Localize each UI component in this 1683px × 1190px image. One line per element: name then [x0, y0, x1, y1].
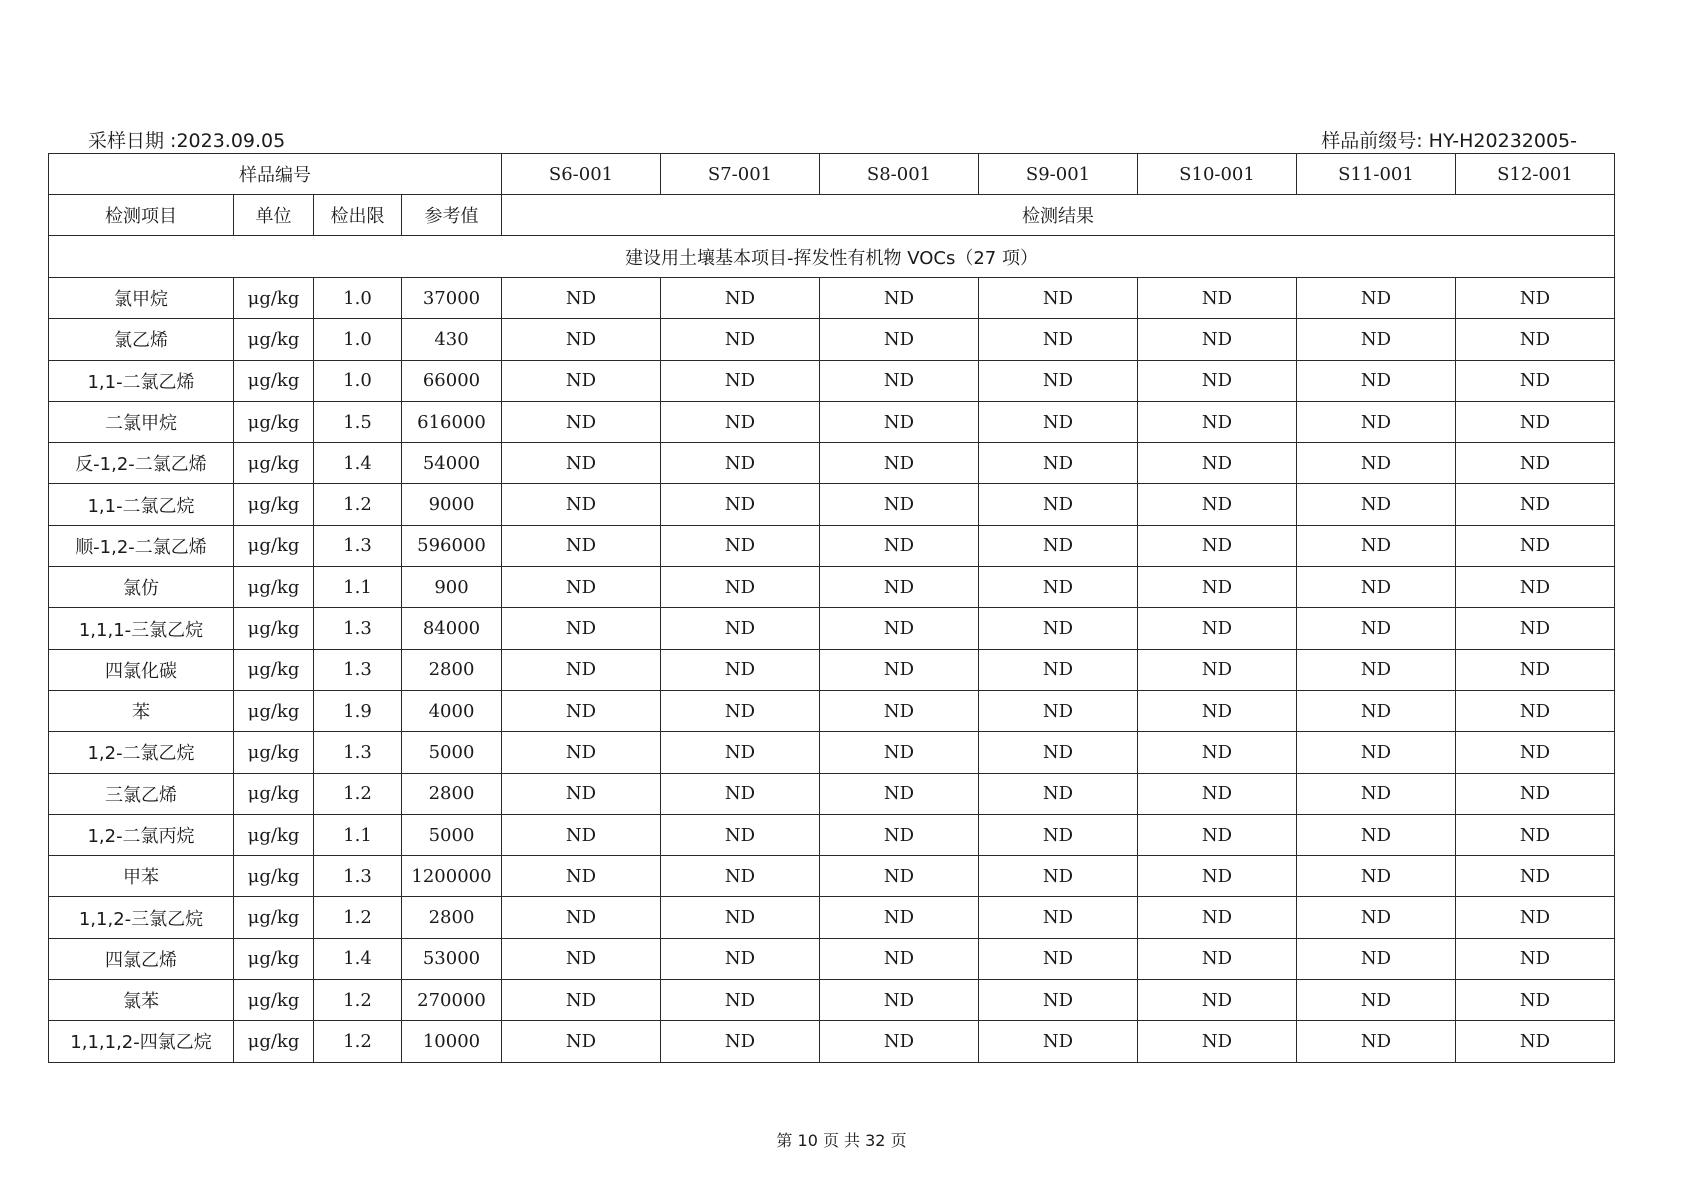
result-cell: ND [502, 856, 661, 897]
result-cell: ND [1456, 938, 1615, 979]
result-cell: ND [1297, 525, 1456, 566]
result-cell: ND [661, 856, 820, 897]
ref-cell: 2800 [402, 649, 502, 690]
result-cell: ND [820, 360, 979, 401]
result-cell: ND [502, 814, 661, 855]
result-cell: ND [820, 443, 979, 484]
table-row [49, 1021, 1615, 1062]
table-row [49, 567, 1615, 608]
result-cell: ND [1297, 732, 1456, 773]
result-cell: ND [661, 1021, 820, 1062]
result-cell: ND [820, 732, 979, 773]
results-table [48, 153, 1615, 1063]
result-cell: ND [820, 1021, 979, 1062]
unit-cell: μg/kg [234, 814, 314, 855]
item-cell: 1,1,1-三氯乙烷 [49, 608, 234, 649]
ref-cell: 270000 [402, 980, 502, 1021]
ref-cell: 4000 [402, 690, 502, 731]
result-cell: ND [1456, 980, 1615, 1021]
limit-cell: 1.2 [314, 980, 402, 1021]
ref-cell: 66000 [402, 360, 502, 401]
result-cell: ND [1138, 401, 1297, 442]
result-cell: ND [1138, 567, 1297, 608]
item-cell: 四氯化碳 [49, 649, 234, 690]
item-cell: 四氯乙烯 [49, 938, 234, 979]
ref-cell: 430 [402, 319, 502, 360]
result-cell: ND [502, 938, 661, 979]
result-cell: ND [1297, 649, 1456, 690]
item-cell: 甲苯 [49, 856, 234, 897]
result-cell: ND [1456, 401, 1615, 442]
col-item-header: 检测项目 [49, 195, 234, 236]
result-cell: ND [820, 690, 979, 731]
result-cell: ND [661, 938, 820, 979]
unit-cell: μg/kg [234, 980, 314, 1021]
sample-id: S6-001 [502, 154, 661, 195]
result-cell: ND [502, 608, 661, 649]
limit-cell: 1.3 [314, 732, 402, 773]
unit-cell: μg/kg [234, 856, 314, 897]
result-cell: ND [1297, 773, 1456, 814]
result-cell: ND [1138, 319, 1297, 360]
result-cell: ND [661, 525, 820, 566]
table-row [49, 690, 1615, 731]
ref-cell: 37000 [402, 278, 502, 319]
result-cell: ND [1297, 319, 1456, 360]
result-cell: ND [502, 1021, 661, 1062]
result-cell: ND [820, 525, 979, 566]
limit-cell: 1.0 [314, 278, 402, 319]
result-cell: ND [1138, 814, 1297, 855]
result-cell: ND [979, 814, 1138, 855]
section-row [49, 236, 1615, 278]
result-cell: ND [820, 319, 979, 360]
result-cell: ND [1456, 278, 1615, 319]
unit-cell: μg/kg [234, 649, 314, 690]
result-cell: ND [502, 773, 661, 814]
limit-cell: 1.3 [314, 525, 402, 566]
result-cell: ND [1138, 1021, 1297, 1062]
result-cell: ND [1456, 1021, 1615, 1062]
result-cell: ND [979, 649, 1138, 690]
result-cell: ND [1138, 608, 1297, 649]
col-ref-header: 参考值 [402, 195, 502, 236]
item-cell: 氯仿 [49, 567, 234, 608]
result-cell: ND [820, 567, 979, 608]
item-cell: 反-1,2-二氯乙烯 [49, 443, 234, 484]
ref-cell: 9000 [402, 484, 502, 525]
ref-cell: 2800 [402, 897, 502, 938]
ref-cell: 900 [402, 567, 502, 608]
item-cell: 三氯乙烯 [49, 773, 234, 814]
result-cell: ND [1138, 278, 1297, 319]
limit-cell: 1.1 [314, 567, 402, 608]
result-cell: ND [820, 814, 979, 855]
limit-cell: 1.9 [314, 690, 402, 731]
result-cell: ND [1138, 897, 1297, 938]
unit-cell: μg/kg [234, 278, 314, 319]
sample-prefix: 样品前缀号: HY-H20232005- [1321, 130, 1577, 152]
item-cell: 1,1-二氯乙烯 [49, 360, 234, 401]
result-cell: ND [1456, 814, 1615, 855]
unit-cell: μg/kg [234, 319, 314, 360]
unit-cell: μg/kg [234, 401, 314, 442]
ref-cell: 5000 [402, 732, 502, 773]
result-cell: ND [979, 773, 1138, 814]
ref-cell: 1200000 [402, 856, 502, 897]
table-row [49, 608, 1615, 649]
ref-cell: 10000 [402, 1021, 502, 1062]
result-cell: ND [820, 980, 979, 1021]
unit-cell: μg/kg [234, 567, 314, 608]
limit-cell: 1.5 [314, 401, 402, 442]
col-limit-header: 检出限 [314, 195, 402, 236]
result-cell: ND [979, 401, 1138, 442]
result-cell: ND [661, 773, 820, 814]
result-cell: ND [979, 856, 1138, 897]
result-cell: ND [820, 401, 979, 442]
item-cell: 氯苯 [49, 980, 234, 1021]
result-cell: ND [820, 938, 979, 979]
item-cell: 顺-1,2-二氯乙烯 [49, 525, 234, 566]
sample-id: S10-001 [1138, 154, 1297, 195]
limit-cell: 1.1 [314, 814, 402, 855]
result-cell: ND [661, 360, 820, 401]
result-cell: ND [820, 773, 979, 814]
result-cell: ND [1456, 649, 1615, 690]
item-cell: 二氯甲烷 [49, 401, 234, 442]
result-cell: ND [820, 278, 979, 319]
result-cell: ND [1297, 1021, 1456, 1062]
sample-id: S12-001 [1456, 154, 1615, 195]
result-cell: ND [502, 525, 661, 566]
table-row [49, 360, 1615, 401]
unit-cell: μg/kg [234, 690, 314, 731]
table-row [49, 814, 1615, 855]
result-cell: ND [661, 567, 820, 608]
result-cell: ND [979, 484, 1138, 525]
result-cell: ND [1297, 980, 1456, 1021]
result-cell: ND [661, 484, 820, 525]
limit-cell: 1.2 [314, 773, 402, 814]
result-cell: ND [502, 319, 661, 360]
result-cell: ND [502, 484, 661, 525]
result-cell: ND [661, 278, 820, 319]
sample-id-row [49, 154, 1615, 195]
result-cell: ND [502, 567, 661, 608]
result-cell: ND [1297, 567, 1456, 608]
table-row [49, 938, 1615, 979]
result-cell: ND [1138, 690, 1297, 731]
unit-cell: μg/kg [234, 608, 314, 649]
unit-cell: μg/kg [234, 773, 314, 814]
limit-cell: 1.4 [314, 938, 402, 979]
result-cell: ND [502, 649, 661, 690]
table-row [49, 484, 1615, 525]
result-cell: ND [979, 278, 1138, 319]
result-cell: ND [979, 319, 1138, 360]
result-cell: ND [1297, 608, 1456, 649]
result-cell: ND [1297, 401, 1456, 442]
item-cell: 氯甲烷 [49, 278, 234, 319]
table-row [49, 980, 1615, 1021]
unit-cell: μg/kg [234, 732, 314, 773]
page-footer: 第 10 页 共 32 页 [776, 1131, 907, 1150]
limit-cell: 1.2 [314, 1021, 402, 1062]
result-cell: ND [1456, 567, 1615, 608]
limit-cell: 1.2 [314, 484, 402, 525]
result-cell: ND [661, 443, 820, 484]
result-cell: ND [502, 278, 661, 319]
result-cell: ND [1456, 897, 1615, 938]
limit-cell: 1.4 [314, 443, 402, 484]
result-cell: ND [979, 443, 1138, 484]
ref-cell: 616000 [402, 401, 502, 442]
result-cell: ND [820, 484, 979, 525]
result-cell: ND [1138, 773, 1297, 814]
unit-cell: μg/kg [234, 897, 314, 938]
result-cell: ND [979, 360, 1138, 401]
result-cell: ND [1456, 484, 1615, 525]
unit-cell: μg/kg [234, 525, 314, 566]
result-cell: ND [1138, 649, 1297, 690]
result-cell: ND [502, 732, 661, 773]
table-row [49, 732, 1615, 773]
result-cell: ND [661, 649, 820, 690]
result-cell: ND [661, 401, 820, 442]
result-cell: ND [979, 690, 1138, 731]
result-cell: ND [1297, 690, 1456, 731]
sample-id: S7-001 [661, 154, 820, 195]
item-cell: 1,1-二氯乙烷 [49, 484, 234, 525]
limit-cell: 1.3 [314, 856, 402, 897]
result-cell: ND [502, 443, 661, 484]
result-cell: ND [820, 608, 979, 649]
result-cell: ND [1297, 938, 1456, 979]
result-cell: ND [1138, 938, 1297, 979]
ref-cell: 53000 [402, 938, 502, 979]
item-cell: 1,1,2-三氯乙烷 [49, 897, 234, 938]
result-cell: ND [1297, 484, 1456, 525]
result-cell: ND [661, 608, 820, 649]
result-cell: ND [1456, 360, 1615, 401]
result-cell: ND [1138, 525, 1297, 566]
sampling-date: 采样日期 :2023.09.05 [88, 130, 286, 152]
limit-cell: 1.0 [314, 360, 402, 401]
result-cell: ND [661, 980, 820, 1021]
result-cell: ND [661, 897, 820, 938]
result-cell: ND [979, 980, 1138, 1021]
result-cell: ND [979, 525, 1138, 566]
unit-cell: μg/kg [234, 1021, 314, 1062]
result-cell: ND [1297, 897, 1456, 938]
sample-id: S8-001 [820, 154, 979, 195]
result-cell: ND [1138, 484, 1297, 525]
column-header-row [49, 195, 1615, 236]
section-title: 建设用土壤基本项目-挥发性有机物 VOCs（27 项） [49, 236, 1615, 278]
item-cell: 1,2-二氯丙烷 [49, 814, 234, 855]
result-cell: ND [1456, 443, 1615, 484]
result-cell: ND [1138, 443, 1297, 484]
table-row [49, 443, 1615, 484]
item-cell: 1,1,1,2-四氯乙烷 [49, 1021, 234, 1062]
result-cell: ND [1138, 980, 1297, 1021]
item-cell: 苯 [49, 690, 234, 731]
result-cell: ND [1138, 360, 1297, 401]
table-row [49, 319, 1615, 360]
result-cell: ND [979, 1021, 1138, 1062]
result-cell: ND [979, 732, 1138, 773]
col-result-header: 检测结果 [502, 195, 1615, 236]
item-cell: 氯乙烯 [49, 319, 234, 360]
result-cell: ND [1456, 690, 1615, 731]
result-cell: ND [1297, 278, 1456, 319]
result-cell: ND [979, 897, 1138, 938]
result-cell: ND [979, 938, 1138, 979]
table-row [49, 856, 1615, 897]
item-cell: 1,2-二氯乙烷 [49, 732, 234, 773]
result-cell: ND [661, 690, 820, 731]
table-row [49, 773, 1615, 814]
result-cell: ND [979, 567, 1138, 608]
result-cell: ND [1456, 608, 1615, 649]
result-cell: ND [661, 319, 820, 360]
ref-cell: 2800 [402, 773, 502, 814]
table-row [49, 525, 1615, 566]
result-cell: ND [820, 649, 979, 690]
result-cell: ND [1297, 856, 1456, 897]
result-cell: ND [820, 856, 979, 897]
result-cell: ND [1297, 814, 1456, 855]
ref-cell: 596000 [402, 525, 502, 566]
result-cell: ND [502, 360, 661, 401]
result-cell: ND [1456, 319, 1615, 360]
result-cell: ND [1138, 856, 1297, 897]
sample-id: S11-001 [1297, 154, 1456, 195]
result-cell: ND [1297, 360, 1456, 401]
result-cell: ND [502, 980, 661, 1021]
table-row [49, 401, 1615, 442]
ref-cell: 5000 [402, 814, 502, 855]
ref-cell: 84000 [402, 608, 502, 649]
unit-cell: μg/kg [234, 938, 314, 979]
result-cell: ND [661, 814, 820, 855]
table-row [49, 897, 1615, 938]
result-cell: ND [820, 897, 979, 938]
sample-id: S9-001 [979, 154, 1138, 195]
limit-cell: 1.0 [314, 319, 402, 360]
result-cell: ND [1297, 443, 1456, 484]
result-cell: ND [1456, 732, 1615, 773]
limit-cell: 1.3 [314, 608, 402, 649]
result-cell: ND [1138, 732, 1297, 773]
sample-id-label: 样品编号 [49, 154, 502, 195]
col-unit-header: 单位 [234, 195, 314, 236]
unit-cell: μg/kg [234, 484, 314, 525]
result-cell: ND [1456, 856, 1615, 897]
result-cell: ND [1456, 525, 1615, 566]
result-cell: ND [502, 401, 661, 442]
result-cell: ND [661, 732, 820, 773]
result-cell: ND [502, 897, 661, 938]
table-row [49, 278, 1615, 319]
result-cell: ND [979, 608, 1138, 649]
result-cell: ND [1456, 773, 1615, 814]
ref-cell: 54000 [402, 443, 502, 484]
unit-cell: μg/kg [234, 360, 314, 401]
limit-cell: 1.2 [314, 897, 402, 938]
unit-cell: μg/kg [234, 443, 314, 484]
result-cell: ND [502, 690, 661, 731]
table-row [49, 649, 1615, 690]
limit-cell: 1.3 [314, 649, 402, 690]
